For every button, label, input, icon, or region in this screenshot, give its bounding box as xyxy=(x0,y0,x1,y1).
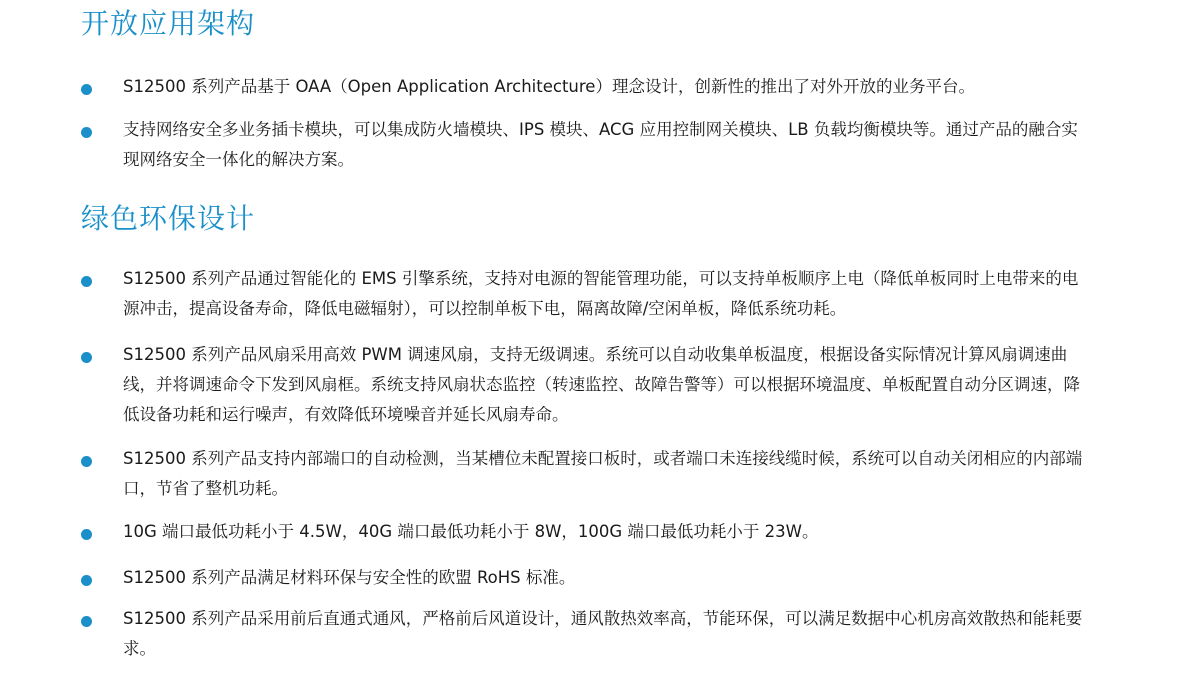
list-item-text: S12500 系列产品基于 OAA（Open Application Architecture）理念设计，创新性的推出了对外开放的业务平台。 xyxy=(123,77,975,96)
bullet-icon xyxy=(81,616,92,627)
bullet-icon xyxy=(81,84,92,95)
bullet-icon xyxy=(81,575,92,586)
list-item-text: S12500 系列产品采用前后直通式通风，严格前后风道设计，通风散热效率高，节能环保，可以满足数据中心机房高效散热和能耗要求。 xyxy=(123,609,1083,658)
list-item-text: 支持网络安全多业务插卡模块，可以集成防火墙模块、IPS 模块、ACG 应用控制网关模块、LB 负载均衡模块等。通过产品的融合实现网络安全一体化的解决方案。 xyxy=(123,120,1078,169)
bullet-icon xyxy=(81,456,92,467)
section-heading-open-architecture: 开放应用架构 xyxy=(81,7,256,40)
bullet-icon xyxy=(81,127,92,138)
section-heading-green-design: 绿色环保设计 xyxy=(81,202,256,235)
list-item-text: S12500 系列产品通过智能化的 EMS 引擎系统，支持对电源的智能管理功能，可以支持单板顺序上电（降低单板同时上电带来的电源冲击，提高设备寿命，降低电磁辐射），可以控制单板下电，隔离故障/空闲单板，降低系统功耗。 xyxy=(123,269,1079,318)
list-item-text: S12500 系列产品满足材料环保与安全性的欧盟 RoHS 标准。 xyxy=(123,568,576,587)
list-item-text: 10G 端口最低功耗小于 4.5W，40G 端口最低功耗小于 8W，100G 端口最低功耗小于 23W。 xyxy=(123,522,819,541)
bullet-icon xyxy=(81,276,92,287)
bullet-icon xyxy=(81,352,92,363)
list-item-text: S12500 系列产品风扇采用高效 PWM 调速风扇，支持无级调速。系统可以自动收集单板温度，根据设备实际情况计算风扇调速曲线，并将调速命令下发到风扇框。系统支持风扇状态监控（转速监控、故障告警等）可以根据环境温度、单板配置自动分区调速，降低设备功耗和运行噪声，有效降低环境噪音并延长风扇寿命。 xyxy=(123,345,1080,424)
list-item-text: S12500 系列产品支持内部端口的自动检测，当某槽位未配置接口板时，或者端口未连接线缆时候，系统可以自动关闭相应的内部端口，节省了整机功耗。 xyxy=(123,449,1083,498)
bullet-icon xyxy=(81,529,92,540)
